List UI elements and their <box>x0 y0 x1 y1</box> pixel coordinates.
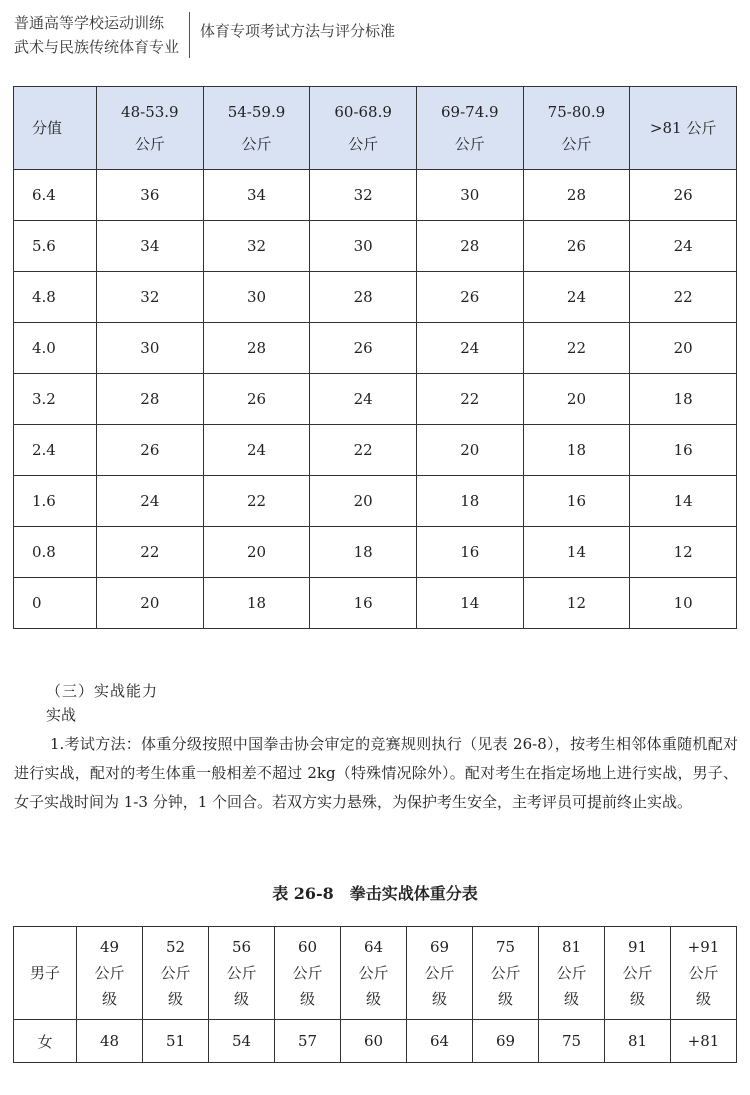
table-row <box>14 272 737 323</box>
male-weight-class <box>275 927 341 1020</box>
section-title: （三）实战能力 <box>46 682 159 700</box>
header-line2: 公斤 <box>241 135 272 153</box>
header-weight-range <box>310 87 417 170</box>
weight-class-unit: 公斤 <box>556 964 587 982</box>
header-line2: 公斤 <box>348 135 379 153</box>
table-row <box>14 170 737 221</box>
header-line1: 54-59.9 <box>227 103 286 121</box>
value-cell: 18 <box>416 476 523 527</box>
value-cell: 32 <box>203 221 310 272</box>
value-cell: 16 <box>630 425 737 476</box>
value-cell: 26 <box>203 374 310 425</box>
weight-class-unit: 公斤 <box>490 964 521 982</box>
table-row <box>14 221 737 272</box>
score-table <box>13 86 737 629</box>
score-cell: 2.4 <box>14 425 97 476</box>
female-weight-class: 69 <box>473 1020 539 1063</box>
header-left-line1: 普通高等学校运动训练 <box>14 14 165 32</box>
male-weight-class <box>671 927 737 1020</box>
female-weight-class: 57 <box>275 1020 341 1063</box>
male-weight-class <box>539 927 605 1020</box>
value-cell: 18 <box>630 374 737 425</box>
value-cell: 22 <box>416 374 523 425</box>
score-cell: 1.6 <box>14 476 97 527</box>
value-cell: 18 <box>523 425 630 476</box>
score-cell: 0.8 <box>14 527 97 578</box>
table-row <box>14 374 737 425</box>
header-right: 体育专项考试方法与评分标准 <box>200 21 396 40</box>
table-row <box>14 527 737 578</box>
header-line1: 69-74.9 <box>441 103 499 121</box>
value-cell: 22 <box>203 476 310 527</box>
value-cell: 30 <box>203 272 310 323</box>
header-score <box>14 87 97 170</box>
female-weight-class: +81 <box>671 1020 737 1063</box>
weight-class-unit: 公斤 <box>226 964 257 982</box>
weight-class-num: 56 <box>231 938 252 956</box>
value-cell: 24 <box>97 476 204 527</box>
header-left-line2: 武术与民族传统体育专业 <box>14 38 180 56</box>
header-left <box>14 11 189 59</box>
male-weight-class <box>473 927 539 1020</box>
value-cell: 16 <box>310 578 417 629</box>
table-row <box>14 578 737 629</box>
female-weight-class: 48 <box>77 1020 143 1063</box>
value-cell: 18 <box>310 527 417 578</box>
female-weight-class: 54 <box>209 1020 275 1063</box>
male-label: 男子 <box>14 927 77 1020</box>
weight-class-num: 91 <box>627 938 648 956</box>
score-cell: 4.8 <box>14 272 97 323</box>
weight-class-num: 60 <box>297 938 318 956</box>
value-cell: 12 <box>630 527 737 578</box>
header-line1: 60-68.9 <box>334 103 392 121</box>
header-weight-range <box>630 87 737 170</box>
header-line1: 48-53.9 <box>121 103 179 121</box>
table-row <box>14 425 737 476</box>
value-cell: 26 <box>630 170 737 221</box>
header-line1: >81 公斤 <box>649 119 717 137</box>
weight-class-num: 81 <box>561 938 582 956</box>
value-cell: 28 <box>310 272 417 323</box>
value-cell: 34 <box>97 221 204 272</box>
weight-class-unit: 公斤 <box>622 964 653 982</box>
score-cell: 4.0 <box>14 323 97 374</box>
value-cell: 22 <box>97 527 204 578</box>
weight-class-suffix: 级 <box>695 990 711 1008</box>
header-weight-range <box>203 87 310 170</box>
value-cell: 14 <box>523 527 630 578</box>
table-row <box>14 323 737 374</box>
value-cell: 26 <box>97 425 204 476</box>
value-cell: 24 <box>203 425 310 476</box>
value-cell: 24 <box>523 272 630 323</box>
header-line2: 公斤 <box>134 135 165 153</box>
weight-class-num: +91 <box>687 938 720 956</box>
weight-class-suffix: 级 <box>101 990 117 1008</box>
weight-class-unit: 公斤 <box>424 964 455 982</box>
male-weight-class <box>77 927 143 1020</box>
weight-class-unit: 公斤 <box>688 964 719 982</box>
score-cell: 3.2 <box>14 374 97 425</box>
value-cell: 20 <box>310 476 417 527</box>
section-paragraph: 1.考试方法：体重分级按照中国拳击协会审定的竞赛规则执行（见表 26-8），按考生相邻体重随机配对进行实战，配对的考生体重一般相差不超过 2kg（特殊情况除外）。配对考生在指定场地上进行实战，男子、女子实战时间为 1-3 分钟，1 个回合。若双方实力悬殊，为保护考生安全，主考评员可提前终止实战。 <box>14 735 738 811</box>
weight-class-suffix: 级 <box>299 990 315 1008</box>
value-cell: 24 <box>310 374 417 425</box>
value-cell: 20 <box>523 374 630 425</box>
header-weight-range <box>416 87 523 170</box>
header-line2: 公斤 <box>561 135 592 153</box>
female-label: 女 <box>14 1020 77 1063</box>
value-cell: 30 <box>416 170 523 221</box>
male-weight-class <box>143 927 209 1020</box>
value-cell: 28 <box>203 323 310 374</box>
page-header <box>14 10 395 60</box>
value-cell: 32 <box>97 272 204 323</box>
female-weight-class: 60 <box>341 1020 407 1063</box>
male-weight-class <box>605 927 671 1020</box>
value-cell: 18 <box>203 578 310 629</box>
male-weight-class <box>341 927 407 1020</box>
weight-class-suffix: 级 <box>233 990 249 1008</box>
value-cell: 16 <box>523 476 630 527</box>
value-cell: 20 <box>97 578 204 629</box>
value-cell: 28 <box>97 374 204 425</box>
value-cell: 28 <box>416 221 523 272</box>
weight-class-suffix: 级 <box>365 990 381 1008</box>
score-cell: 5.6 <box>14 221 97 272</box>
value-cell: 22 <box>523 323 630 374</box>
female-weight-class: 64 <box>407 1020 473 1063</box>
table-row <box>14 476 737 527</box>
score-table-header-row <box>14 87 737 170</box>
value-cell: 14 <box>416 578 523 629</box>
weight-class-suffix: 级 <box>167 990 183 1008</box>
weight-class-suffix: 级 <box>431 990 447 1008</box>
value-cell: 20 <box>203 527 310 578</box>
male-weight-class <box>209 927 275 1020</box>
score-cell: 6.4 <box>14 170 97 221</box>
weight-class-num: 75 <box>495 938 516 956</box>
value-cell: 10 <box>630 578 737 629</box>
value-cell: 22 <box>630 272 737 323</box>
value-cell: 16 <box>416 527 523 578</box>
header-line1: 75-80.9 <box>547 103 606 121</box>
header-line2: 公斤 <box>454 135 485 153</box>
value-cell: 26 <box>523 221 630 272</box>
header-weight-range <box>97 87 204 170</box>
value-cell: 30 <box>97 323 204 374</box>
value-cell: 26 <box>416 272 523 323</box>
value-cell: 28 <box>523 170 630 221</box>
weight-class-suffix: 级 <box>563 990 579 1008</box>
value-cell: 14 <box>630 476 737 527</box>
female-row <box>14 1020 737 1063</box>
value-cell: 20 <box>416 425 523 476</box>
value-cell: 24 <box>416 323 523 374</box>
weight-class-suffix: 级 <box>497 990 513 1008</box>
female-weight-class: 51 <box>143 1020 209 1063</box>
weight-class-suffix: 级 <box>629 990 645 1008</box>
weight-class-unit: 公斤 <box>94 964 125 982</box>
score-table-body <box>14 170 737 629</box>
weight-class-unit: 公斤 <box>292 964 323 982</box>
value-cell: 20 <box>630 323 737 374</box>
value-cell: 26 <box>310 323 417 374</box>
female-weight-class: 75 <box>539 1020 605 1063</box>
value-cell: 30 <box>310 221 417 272</box>
value-cell: 22 <box>310 425 417 476</box>
score-cell: 0 <box>14 578 97 629</box>
value-cell: 36 <box>97 170 204 221</box>
section-subtitle: 实战 <box>46 706 77 724</box>
value-cell: 32 <box>310 170 417 221</box>
male-weight-class <box>407 927 473 1020</box>
male-row <box>14 927 737 1020</box>
value-cell: 34 <box>203 170 310 221</box>
header-line1: 分值 <box>32 119 63 137</box>
table-caption: 表 26-8 拳击实战体重分表 <box>272 884 478 903</box>
weight-class-num: 49 <box>99 938 120 956</box>
weight-class-unit: 公斤 <box>160 964 191 982</box>
value-cell: 24 <box>630 221 737 272</box>
weight-class-num: 52 <box>165 938 186 956</box>
header-weight-range <box>523 87 630 170</box>
value-cell: 12 <box>523 578 630 629</box>
female-weight-class: 81 <box>605 1020 671 1063</box>
weight-class-unit: 公斤 <box>358 964 389 982</box>
weight-class-table <box>13 926 737 1063</box>
weight-class-num: 69 <box>429 938 450 956</box>
weight-class-num: 64 <box>363 938 384 956</box>
